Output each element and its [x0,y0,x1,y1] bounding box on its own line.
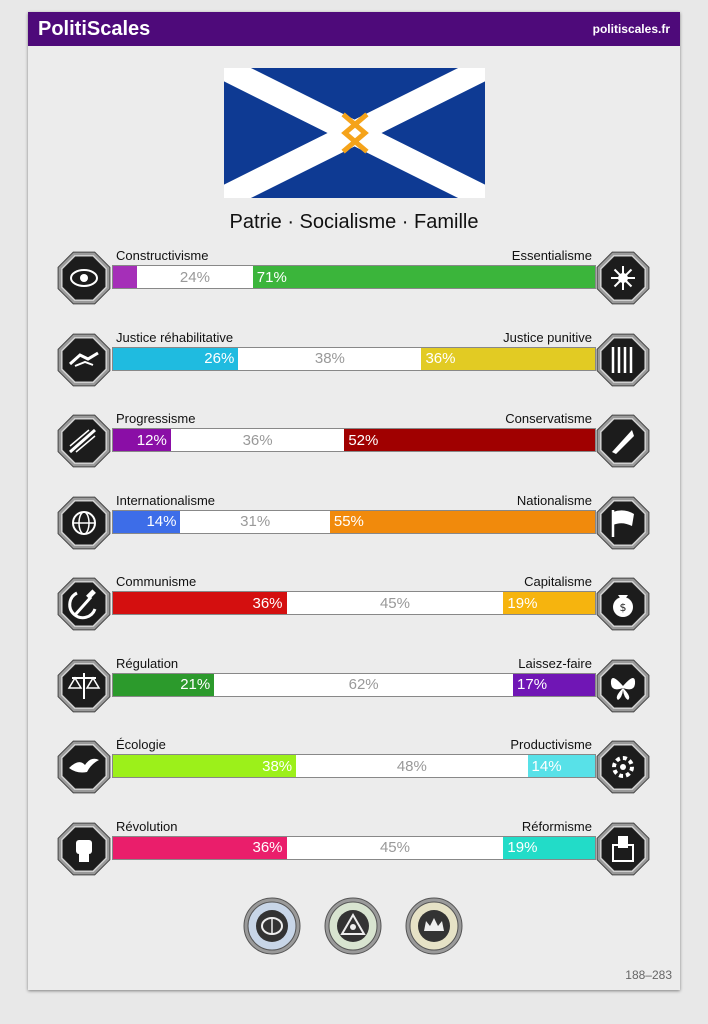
results-card [28,12,680,990]
axis-left-label: Communisme [116,574,197,589]
axis-bar [112,754,596,778]
flower-icon [594,249,652,307]
axis-right-label: Nationalisme [516,492,592,508]
svg-text:$: $ [619,601,627,614]
axis-neutral-segment: 38% [314,350,345,367]
axis-left-segment [113,266,137,288]
axis-left-label: Progressisme [116,411,196,426]
axis-bar [112,428,596,452]
axis-right-label: Justice punitive [503,329,592,345]
axis-neutral-segment: 36% [242,431,273,449]
axis-bar [112,836,596,860]
axis-left-segment: 12% [113,429,171,451]
axis-row [28,330,680,400]
axis-row [28,656,680,726]
axis-right-segment: 19% [503,837,595,859]
axis-row [28,248,680,318]
axis-left-label: Internationalisme [116,492,215,508]
axis-left-label: Révolution [116,818,178,834]
hammer-sickle-icon [55,575,113,633]
axis-right-label: Conservatisme [505,411,592,426]
axis-row [28,737,680,807]
axis-right-label: Productivisme [510,737,592,752]
flag-icon [594,494,652,552]
globe-icon [55,494,113,552]
fist-icon [55,820,113,878]
axis-bar [112,347,596,371]
axis-neutral-segment: 45% [379,839,410,856]
axis-neutral-segment: 45% [379,594,410,612]
axis-left-label: Écologie [116,737,166,752]
ballot-icon [594,820,652,878]
axis-right-label: Essentialisme [511,248,592,263]
site-link[interactable]: politiscales.fr [592,22,670,36]
axis-neutral-segment: 62% [348,676,379,693]
axis-left-segment: 36% [113,837,287,859]
axis-neutral-segment: 31% [240,513,271,530]
money-bag-icon [594,575,652,633]
axis-left-segment: 21% [113,674,214,696]
brain-medal-icon[interactable] [243,897,301,955]
brand-title[interactable]: PolitiScales [38,18,151,40]
factory-gear-icon [594,738,652,796]
axis-left-segment: 38% [113,755,296,777]
slogan: Patrie · Socialisme · Famille [229,211,479,233]
axis-right-segment: 52% [344,429,595,451]
axis-neutral-segment: 48% [396,757,427,775]
axis-right-segment: 36% [421,348,595,370]
axis-left-segment: 36% [113,592,287,614]
crown-medal-icon[interactable] [405,897,463,955]
axis-row [28,819,680,889]
axis-right-label: Laissez-faire [518,655,592,671]
comet-icon [55,412,113,470]
axis-left-segment: 26% [113,348,238,370]
axis-right-segment: 17% [513,674,595,696]
bird-icon [55,738,113,796]
axis-right-label: Capitalisme [524,574,592,589]
axis-row [28,493,680,563]
axis-bar [112,591,596,615]
eye-pyramid-medal-icon[interactable] [324,897,382,955]
axis-right-label: Réformisme [521,818,592,834]
axis-row [28,411,680,481]
quill-icon [594,412,652,470]
axis-right-segment: 55% [330,511,595,533]
axis-bar [112,265,596,289]
butterfly-icon [594,657,652,715]
axis-left-label: Justice réhabilitative [116,329,234,345]
scales-icon [55,657,113,715]
axis-left-label: Régulation [116,655,179,671]
medals-row [28,897,680,957]
prison-bars-icon [594,331,652,389]
axis-right-segment: 14% [528,755,595,777]
axis-bar [112,510,596,534]
axis-neutral-segment: 24% [179,268,210,286]
header-bar [28,12,680,46]
result-code: 188–283 [625,968,672,982]
axis-right-segment: 19% [503,592,595,614]
handshake-icon [55,331,113,389]
axis-bar [112,673,596,697]
axis-right-segment: 71% [253,266,595,288]
axis-left-label: Constructivisme [116,248,209,263]
axis-row [28,574,680,644]
result-flag [224,68,485,198]
eye-icon [55,249,113,307]
axis-left-segment: 14% [113,511,180,533]
